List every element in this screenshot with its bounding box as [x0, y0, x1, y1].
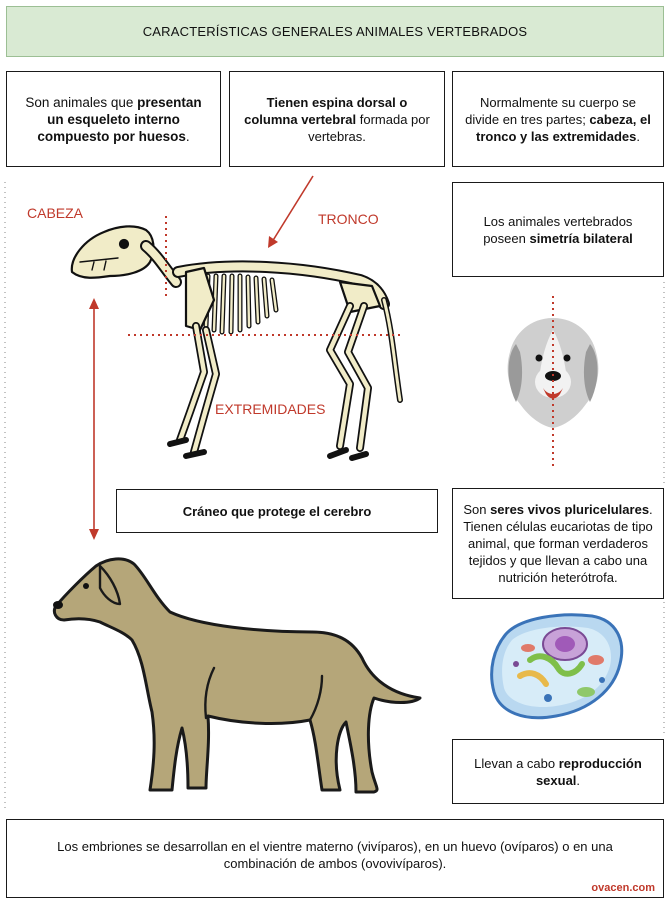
page-title-text: CARACTERÍSTICAS GENERALES ANIMALES VERTEBRADOS [142, 24, 528, 39]
card-reproduction-bold: reproducción sexual [535, 755, 642, 788]
dog-icon [53, 559, 420, 792]
card-parts-bold: cabeza, el tronco y las extremidades [475, 111, 651, 144]
card-parts-post: . [636, 128, 641, 144]
card-parts-pre: Normalmente su cuerpo se divide en tres partes; [465, 94, 637, 127]
card-multicellular-pre: Son [463, 502, 491, 517]
card-symmetry-bold: simetría bilateral [529, 230, 633, 246]
card-symmetry-pre: Los animales vertebrados poseen [483, 213, 633, 246]
card-multicellular-post: . Tienen células eucariotas de tipo animal, que forman verdaderos tejidos y que llevan a cabo una nutrición heterótrofa. [463, 502, 653, 585]
double-arrow-icon [89, 298, 99, 540]
card-skeleton-post: . [185, 128, 190, 144]
card-embryos-text: Los embriones se desarrollan en el vientre materno (vivíparos), en un huevo (ovíparos) o en una combinación de ambos (ovovivíparos). [57, 838, 613, 871]
card-skull-bold: Cráneo que protege el cerebro [182, 503, 372, 519]
spine-arrow-icon [268, 176, 313, 248]
animal-cell-icon [492, 615, 622, 718]
credit-text: ovacen.com [591, 882, 655, 894]
card-multicellular-bold: seres vivos pluricelulares [490, 502, 650, 517]
card-skeleton-bold: presentan un esqueleto interno compuesto por huesos [37, 94, 202, 144]
label-limbs: EXTREMIDADES [215, 401, 326, 417]
card-skeleton-pre: Son animales que [25, 94, 138, 110]
card-spine-bold: Tienen espina dorsal o columna vertebral [244, 94, 408, 127]
label-trunk: TRONCO [318, 211, 379, 227]
label-head: CABEZA [27, 205, 84, 221]
card-reproduction-pre: Llevan a cabo [474, 755, 559, 771]
card-spine-post: formada por vertebras. [308, 111, 430, 144]
card-reproduction-post: . [576, 772, 581, 788]
dog-skeleton-icon [72, 226, 400, 458]
